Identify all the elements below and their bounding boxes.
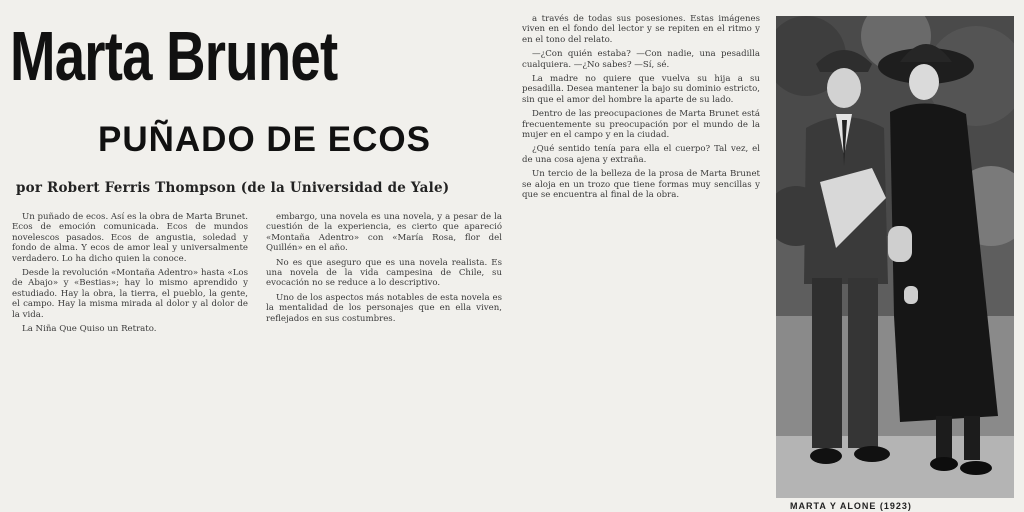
paragraph: Dentro de las preocupaciones de Marta Brunet está frecuentemente su preocupación por el mundo de la mujer en el campo y en la ciudad. xyxy=(522,109,760,141)
paragraph: a través de todas sus posesiones. Estas imágenes viven en el fondo del lector y se repiten en el ritmo y en el tono del relato. xyxy=(522,14,760,45)
paragraph: La Niña Que Quiso un Retrato. xyxy=(22,324,157,335)
paragraph: Desde la revolución «Montaña Adentro» hasta «Los de Abajo» y «Bestias»; hay lo mismo aprendido y estudiado. Hay la obra, la tierra, el pueblo, la gente, el campo. Hay la misma mirada al dolor y al dolor de la vida. xyxy=(12,268,248,320)
article-byline: por Robert Ferris Thompson (de la Universidad de Yale) xyxy=(16,180,450,196)
article-title: Marta Brunet xyxy=(10,17,338,95)
paragraph: La madre no quiere que vuelva su hija a su pesadilla. Desea mantener la bajo su dominio estricto, sin que el amor del hombre la aparte de su lado. xyxy=(522,74,760,105)
text-column-1 xyxy=(12,212,248,512)
photo-marta-and-alone xyxy=(776,16,1014,498)
paragraph: Un puñado de ecos. Así es la obra de Marta Brunet. Ecos de emoción comunicada. Ecos de mundos novelescos pasados. Ecos de angustia, soledad y fondo de alma. Y ecos de amor leal y universalmente verdadero. Lo ha dicho quien la conoce. xyxy=(12,212,248,264)
paragraph: embargo, una novela es una novela, y a pesar de la cuestión de la experiencia, es cierto que apareció «Montaña Adentro» con «María Rosa, flor del Quillén» en el año. xyxy=(266,212,502,254)
paragraph: No es que aseguro que es una novela realista. Es una novela de la vida campesina de Chile, su evocación no se reduce a lo descriptivo. xyxy=(266,257,502,289)
photo-illustration xyxy=(776,16,1014,498)
article-subtitle: PUÑADO DE ECOS xyxy=(98,120,431,159)
paragraph: Un tercio de la belleza de la prosa de Marta Brunet se aloja en un trozo que tiene formas muy sencillas y que se encuentra al final de la obra. xyxy=(522,169,760,201)
paragraph: ¿Qué sentido tenía para ella el cuerpo? Tal vez, el de una cosa ajena y extraña. xyxy=(522,144,760,165)
paragraph: —¿Con quién estaba? —Con nadie, una pesadilla cualquiera. —¿No sabes? —Sí, sé. xyxy=(522,49,760,70)
text-column-3 xyxy=(522,14,760,512)
paragraph: Uno de los aspectos más notables de esta novela es la mentalidad de los personajes que en ella viven, reflejados en sus costumbres. xyxy=(266,292,502,324)
photo-caption: MARTA Y ALONE (1923) xyxy=(790,501,912,511)
text-column-2 xyxy=(266,212,502,512)
